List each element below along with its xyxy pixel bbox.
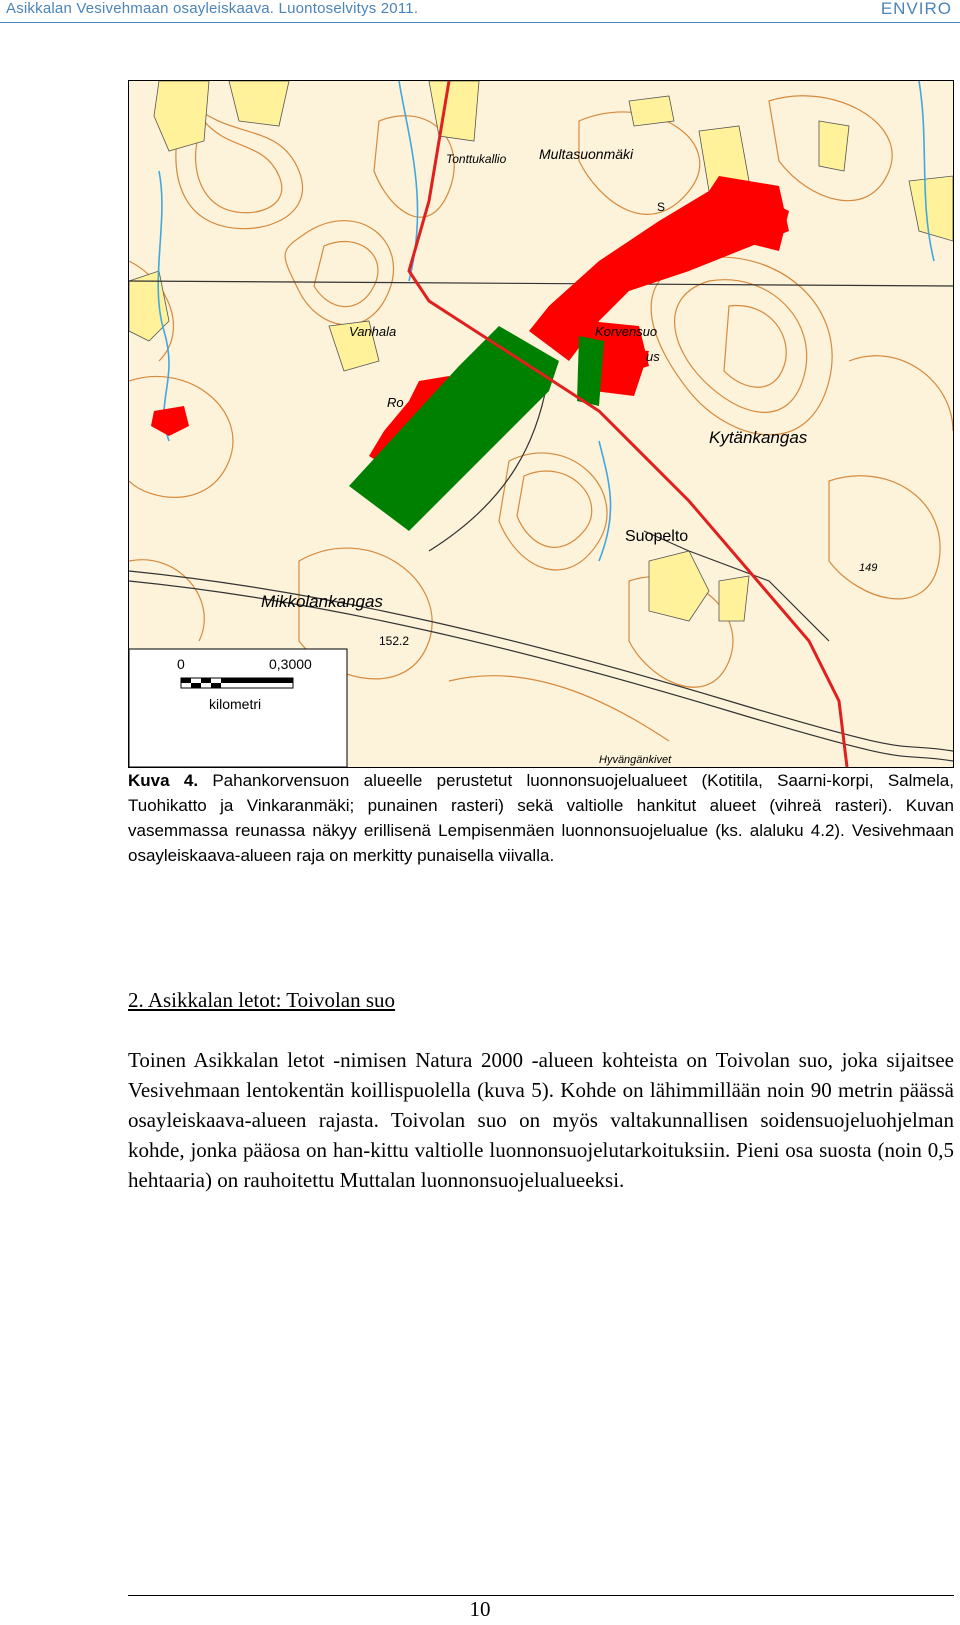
scale-start: 0 <box>177 656 185 672</box>
scale-unit: kilometri <box>209 696 262 712</box>
scale-seg-2 <box>191 683 201 688</box>
scale-seg-1 <box>181 678 191 683</box>
scale-end: 0,3000 <box>269 656 312 672</box>
label-multasuonmaki: Multasuonmäki <box>539 146 634 162</box>
label-mikkolankangas: Mikkolankangas <box>261 592 383 611</box>
scale-seg-5 <box>221 678 231 683</box>
label-us: us <box>646 349 660 364</box>
page-number: 10 <box>469 1597 491 1621</box>
scale-seg-4 <box>211 683 221 688</box>
label-s: S <box>657 200 666 214</box>
document-title: Asikkalan Vesivehmaan osayleiskaava. Luontoselvitys 2011. <box>6 0 419 17</box>
section-heading: 2. Asikkalan letot: Toivolan suo <box>128 988 396 1012</box>
caption-text: Pahankorvensuon alueelle perustetut luonnonsuojelualueet (Kotitila, Saarni-korpi, Salmela, Tuohikatto ja Vinkaranmäki; punainen rasteri) sekä valtiolle hankitut alueet (vihreä rasteri). Kuvan vasemmassa reunassa näkyy erillisenä Lempisenmäen luonnonsuojelualue (ks. alaluku 4.2). Vesivehmaan osayleiskaava-alueen raja on merkitty punaisella viivalla. <box>128 771 954 865</box>
section-body: Toinen Asikkalan letot -nimisen Natura 2000 -alueen kohteista on Toivolan suo, joka sijaitsee Vesivehmaan lentokentän koillispuolella (kuva 5). Kohde on lähimmillään noin 90 metrin päässä osayleiskaava-alueen rajasta. Toivolan suo on myös valtakunnallisen soidensuojeluohjelman kohde, jonka pääosa on han-kittu valtiolle luonnonsuojelutarkoituksiin. Pieni osa suosta (noin 0,5 hehtaaria) on rauhoitettu Muttalan luonnonsuojelualueeksi. <box>128 1048 954 1192</box>
enviro-logo: ENVIRO <box>880 0 952 18</box>
page-header <box>0 0 960 24</box>
scale-seg-3 <box>201 678 211 683</box>
label-korvensuo: Korvensuo <box>595 324 658 339</box>
label-vanhala: Vanhala <box>349 324 397 339</box>
label-hyvangankivet: Hyvängänkivet <box>599 754 672 766</box>
figure-caption <box>128 768 954 868</box>
scale-seg-6 <box>231 678 293 683</box>
map-figure <box>128 80 954 768</box>
label-contour-149: 149 <box>859 562 878 574</box>
label-kytankangas: Kytänkangas <box>709 428 808 447</box>
header-divider <box>0 22 960 23</box>
label-tonttukallio: Tonttukallio <box>446 152 507 166</box>
label-height-1522: 152.2 <box>379 634 410 648</box>
footer-divider <box>128 1595 954 1596</box>
caption-label: Kuva 4. <box>128 771 199 790</box>
topographic-map <box>129 81 953 767</box>
label-suopelto: Suopelto <box>625 528 689 545</box>
scale-bar <box>129 649 347 767</box>
label-ro: Ro <box>387 395 404 410</box>
